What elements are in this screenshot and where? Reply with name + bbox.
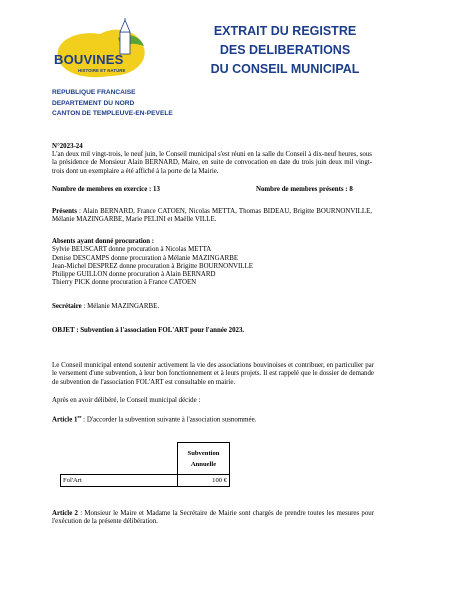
objet-line: OBJET : Subvention à l'association FOL'ART pour l'année 2023. [52,327,245,334]
intro-paragraph: L'an deux mil vingt-trois, le neuf juin, le Conseil municipal s'est réuni en la salle du Conseil à dix-neuf heures, sous la présidence de Monsieur Alain BERNARD, Maire, en suite de convocation en date du trois juin deux mil vingt-trois dont un exemplaire a été affiché à la porte de la Mairie. [52,151,372,175]
absent-item: Denise DESCAMPS donne procuration à Mélanie MAZINGARBE [52,254,239,262]
article-1-text: : D'accorder la subvention suivante à l'association susnommée. [81,416,257,424]
table-cell-amount: 100 € [178,475,230,487]
presents-label: Présents [52,208,77,215]
document-title [185,22,385,79]
table-cell-association: Fol'Art [61,475,178,487]
members-exercise: Nombre de membres en exercice : 13 [52,186,160,193]
table-header-line-1: Subvention [187,449,220,457]
absents-label: Absents ayant donné procuration : [52,238,155,245]
logo-tagline: HISTOIRE ET NATURE [78,68,126,73]
title-line-1: EXTRAIT DU REGISTRE [213,24,357,38]
table-header-subvention [178,443,230,475]
presents-paragraph [52,208,372,225]
article-2 [52,510,374,527]
absents-section [52,238,372,288]
absent-item: Jean-Michel DESPREZ donne procuration à Brigitte BOURNONVILLE [52,262,253,270]
secretaire-text: : Mélanie MAZINGARBE. [81,303,160,310]
article-1 [52,414,256,423]
bouvines-logo [48,18,163,86]
table-row [61,475,230,487]
table-blank-cell [61,443,178,475]
members-counts [52,186,382,193]
deliberation-number: N°2023-24 [52,143,83,150]
title-line-2: DES DELIBERATIONS [219,43,351,57]
members-present: Nombre de membres présents : 8 [256,186,353,193]
table-header-line-2: Annuelle [190,460,217,468]
apres-line: Après en avoir délibéré, le Conseil municipal décide : [52,397,201,404]
article-2-text: : Monsieur le Maire et Madame la Secrétaire de Mairie sont chargés de prendre toutes les mesures pour l'exécution de la présente délibération. [52,510,375,526]
administrative-header [52,88,173,120]
absent-item: Philippe GUILLON donne procuration à Alain BERNARD [52,271,216,279]
admin-line-2: DEPARTEMENT DU NORD [52,99,135,107]
secretaire-line [52,303,159,310]
article-1-sup: er [77,414,82,419]
title-line-3: DU CONSEIL MUNICIPAL [210,62,360,76]
article-2-label: Article 2 [52,510,78,517]
presents-text: : Alain BERNARD, France CATOEN, Nicolas METTA, Thomas BIDEAU, Brigitte BOURNONVILLE, Mélanie MAZINGARBE, Marie PELINI et Maëlle VILLE. [52,208,372,224]
article-1-label: Article 1 [52,416,78,424]
secretaire-label: Secrétaire [52,303,82,310]
context-paragraph: Le Conseil municipal entend soutenir activement la vie des associations bouvinoises et contribuer, en particulier par le versement d'une subvention, à leur bon fonctionnement et à leurs projets. Il est rappelé que le dossier de demande de subvention de l'association FOL'ART est consultable en mairie. [52,362,374,386]
absent-item: Sylvie BEUSCART donne procuration à Nicolas METTA [52,246,212,254]
absent-item: Thierry PICK donne procuration à France CATOEN [52,279,197,287]
admin-line-3: CANTON DE TEMPLEUVE-EN-PEVELE [52,110,173,117]
subsidy-table [60,442,230,487]
admin-line-1: REPUBLIQUE FRANCAISE [52,89,136,96]
logo-name: BOUVINES [54,52,124,67]
